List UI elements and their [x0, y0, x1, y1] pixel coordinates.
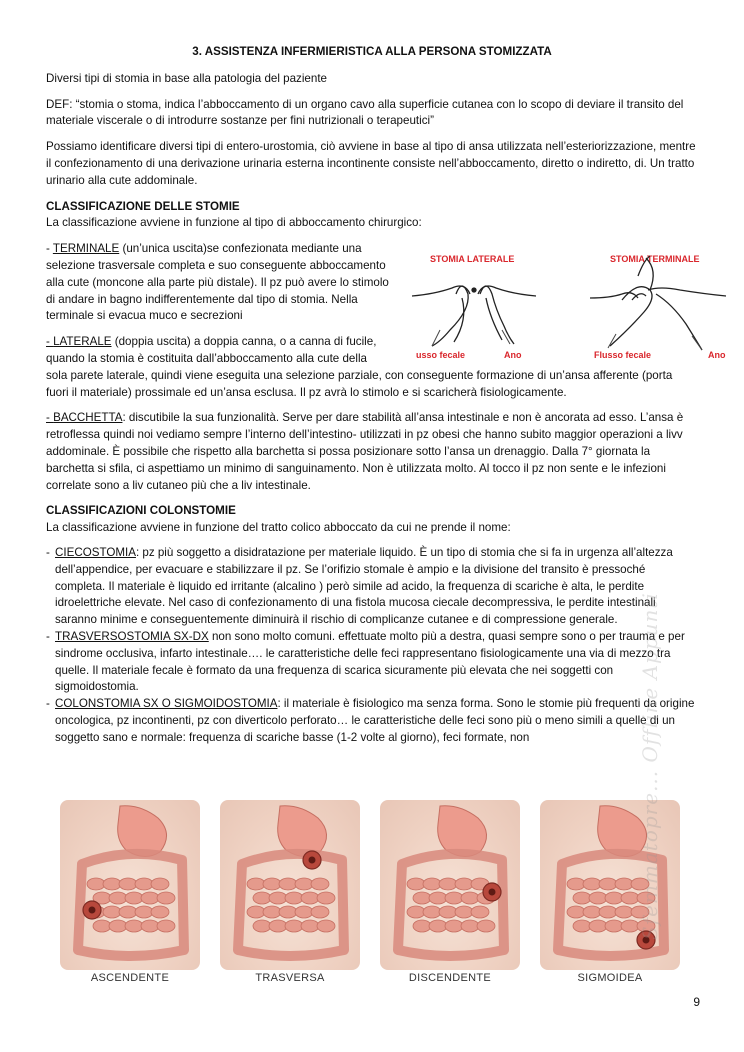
definition-paragraph: DEF: “stomia o stoma, indica l’abboccamento di un organo cavo alla superficie cutanea con lo scopo di deviare il transito del materiale viscerale o di introdurre sostanze per fini nutrizionali o terapeutici”: [46, 97, 684, 128]
terminale-sketch-icon: [590, 256, 726, 350]
stoma-diagram: [410, 250, 728, 366]
term-trasversostomia: TRASVERSOSTOMIA SX-DX: [55, 629, 209, 643]
section-classificazioni-colonstomie: [46, 503, 698, 746]
anatomy-photo: [60, 800, 200, 970]
colonstomie-list: [46, 545, 698, 747]
list-item: [46, 696, 698, 746]
section-subtitle: La classificazione avviene in funzione al tipo di abboccamento chirurgico:: [46, 216, 422, 230]
section-subtitle: La classificazione avviene in funzione del tratto colico abboccato da cui ne prende il nome:: [46, 521, 511, 535]
identify-paragraph: Possiamo identificare diversi tipi di entero-urostomia, ciò avviene in base al tipo di ansa utilizzata nell’esteriorizzazione, mentre il confezionamento di una derivazione urinaria esterna incontinente consiste nell’abboccamento, diretto o indiretto, di. Un tratto urinario alla cute addominale.: [46, 140, 696, 187]
photo-label: ASCENDENTE: [90, 972, 170, 984]
terminale-paragraph: - TERMINALE (un’unica uscita)se confezionata mediante una selezione trasversale completa e suo conseguente abboccamento alla cute (moncone alla parte più distale). Il pz può avere lo stimolo di andare in bagno indifferentemente dal tipo di stomia. Nella terminale si evacua muco e secrezioni: [46, 242, 389, 323]
label-flow-left: usso fecale: [416, 350, 466, 360]
term-colonstomia: COLONSTOMIA SX O SIGMOIDOSTOMIA: [55, 697, 278, 711]
intro-line: Diversi tipi di stomia in base alla patologia del paziente: [46, 71, 327, 85]
item-text: : il materiale è fisiologico ma senza forma. Sono le stomie più frequenti da origine oncologica, pz incontinenti, pz con diverticolo perforato… le caratteristiche delle feci sono più o meno simili a quelle di un soggetto sano e normale: frequenza di scariche basse (1-2 volte al giorno), feci formate, non: [55, 697, 695, 744]
photo-label: DISCENDENTE: [408, 972, 492, 984]
document-page: [46, 44, 698, 746]
anatomy-photo: [380, 800, 520, 970]
bacchetta-paragraph: [46, 410, 698, 494]
laterale-first-lines: [46, 334, 398, 368]
arrow-right2-icon: [692, 336, 702, 350]
photo-label: TRASVERSA: [255, 972, 325, 984]
section-heading: CLASSIFICAZIONE DELLE STOMIE: [46, 199, 240, 213]
label-stomia-laterale: STOMIA LATERALE: [430, 254, 515, 264]
bacchetta-text: : discutibile la sua funzionalità. Serve per dare stabilità all’ansa intestinale e non è ancorata ad esso. L’ansa è retroflessa quindi noi vediamo sempre l’interno dell’intestino- utilizzati in pz obesi che hanno subito maggior operazioni a livv addominale. È possibile che rispetto alla barchetta si possa posizionare sotto l’ansa un drenaggio. Dalla 7° giornata la barchetta si sfila, ci aspettiamo un minimo di sanguinamento. Non è utilizzata molto. Al tocco il pz non sente e le infezioni correlate sono a liv cutaneo più che a liv intestinale.: [46, 411, 684, 492]
colostomy-photos: [60, 800, 680, 990]
term-laterale: - LATERALE: [46, 335, 112, 349]
label-ano-right: Ano: [708, 350, 726, 360]
label-ano-left: Ano: [504, 350, 522, 360]
section-heading: CLASSIFICAZIONI COLONSTOMIE: [46, 504, 236, 518]
anatomy-photo: [220, 800, 360, 970]
page-number: 9: [693, 995, 700, 1009]
page-title: 3. ASSISTENZA INFERMIERISTICA ALLA PERSONA STOMIZZATA: [192, 45, 552, 58]
laterale-text-1: (doppia uscita) a doppia canna, o a canna di fucile, quando la stomia è costituita dall’abboccamento alla cute della: [46, 335, 377, 365]
item-text: non sono molto comuni. effettuate molto più a destra, quasi sempre sono o per trauma e per sindrome occlusiva, infarto intestinale…. le caratteristiche delle feci rappresentano fisiologicamente una via di mezzo tra quelle. Il materiale fecale è formato da una frequenza di scarica sicuramente più elevata che nei soggetti con sigmoidostomia.: [55, 629, 685, 694]
label-flow-right: Flusso fecale: [594, 350, 652, 360]
list-item: [46, 629, 698, 696]
watermark: Sfemmatopre... Offline Appunti: [638, 592, 662, 940]
photo-label: SIGMOIDEA: [577, 972, 643, 984]
label-stomia-terminale: STOMIA TERMINALE: [610, 254, 700, 264]
term-bacchetta: - BACCHETTA: [46, 411, 123, 425]
term-ciecostomia: CIECOSTOMIA: [55, 545, 136, 559]
term-terminale: TERMINALE: [52, 242, 120, 256]
terminale-text: (un’unica uscita)se confezionata mediante una selezione trasversale completa e suo conseguente abboccamento alla cute (moncone alla parte più distale). Il pz può avere lo stimolo di andare in bagno indifferentemente dal tipo di stomia. Nella terminale si evacua muco e secrezioni: [46, 242, 389, 323]
laterale-sketch-icon: [412, 286, 536, 346]
list-item: [46, 545, 698, 629]
item-text: : pz più soggetto a disidratazione per materiale liquido. È un tipo di stomia che si fa in urgenza all’altezza dell’appendice, per evacuare e stabilizzare il pz. Se l’orifizio stomale è ampio e la divisione del transito è pressoché completa. Il materiale è liquido ed irritante (alcalino ) però simile ad acido, la frequenza di scariche è alta, le perdite idroelettriche elevate. Nel caso di confezionamento di una fistola mucosa ciecale decompressiva, le perdite intestinali saranno minime e conseguentemente diminuirà il rischio di complicanze cutanee e di compressione generale.: [55, 545, 673, 627]
laterale-text-2: sola parete laterale, quindi viene eseguita una selezione parziale, con conseguente formazione di un’ansa afferente (porta fuori il materiale) prossimale ed un’ansa esclusa. Il pz avrà lo stimolo e si scaricherà fisiologicamente.: [46, 368, 673, 399]
